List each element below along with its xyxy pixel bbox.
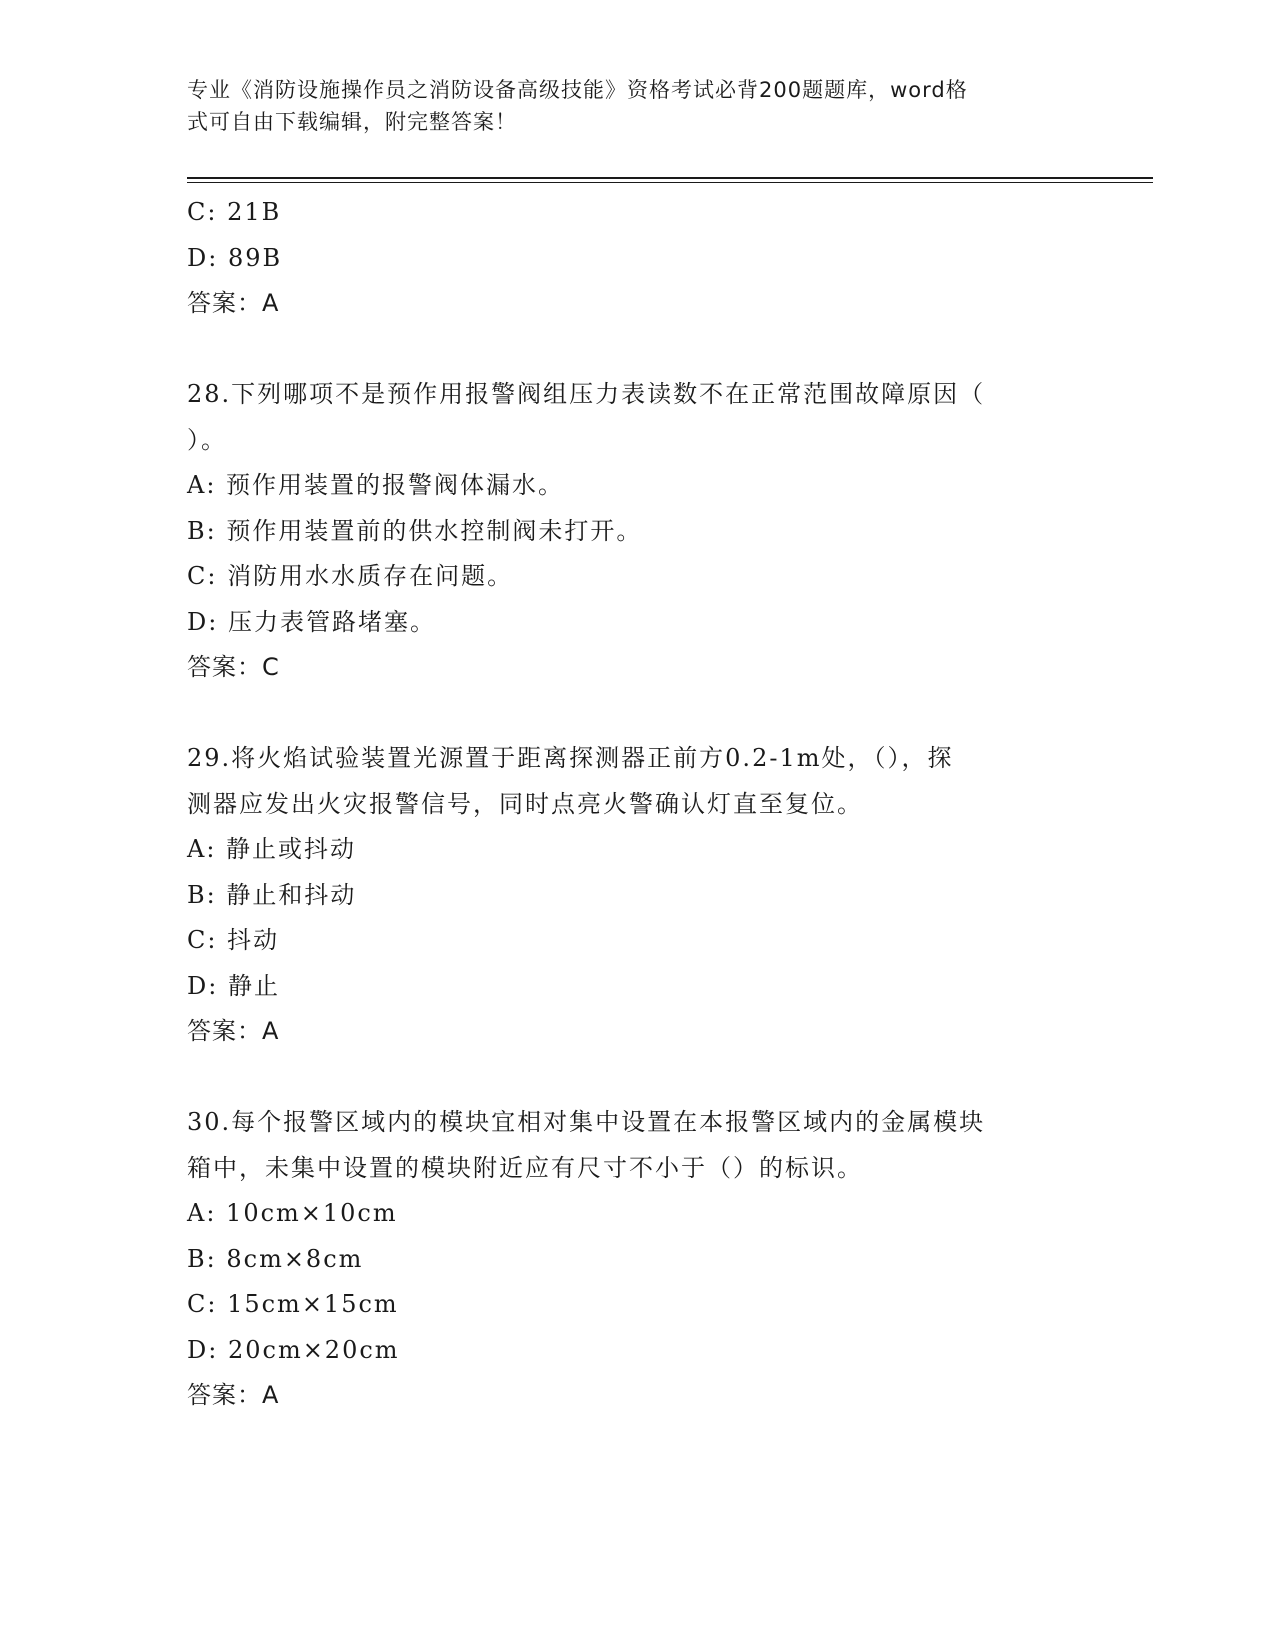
question-stem-line-2: 箱中，未集中设置的模块附近应有尺寸不小于（）的标识。 <box>187 1153 863 1182</box>
option-d: D: 静止 <box>187 971 280 1000</box>
header-divider-thin <box>187 182 1153 183</box>
answer-line: 答案：A <box>187 289 280 317</box>
option-a: A: 10cm×10cm <box>187 1199 398 1227</box>
option-c: C: 抖动 <box>187 926 280 954</box>
option-c: C: 消防用水水质存在问题。 <box>187 562 514 590</box>
option-a: A: 预作用装置的报警阀体漏水。 <box>187 471 565 499</box>
answer-line: 答案：A <box>187 1017 280 1045</box>
partial-question <box>187 190 1087 327</box>
option-d: D: 89B <box>187 243 283 272</box>
option-b: B: 8cm×8cm <box>187 1244 364 1273</box>
option-d: D: 压力表管路堵塞。 <box>187 607 436 636</box>
question-29 <box>187 736 1087 1055</box>
question-list <box>187 190 1087 1419</box>
option-c: C: 21B <box>187 198 282 226</box>
option-d: D: 20cm×20cm <box>187 1335 400 1364</box>
header-line-1: 专业《消防设施操作员之消防设备高级技能》资格考试必背200题题库，word格 <box>187 78 968 102</box>
question-30 <box>187 1100 1087 1419</box>
document-header <box>187 74 1077 138</box>
header-line-2: 式可自由下载编辑，附完整答案！ <box>187 110 517 134</box>
option-b: B: 静止和抖动 <box>187 880 357 909</box>
option-a: A: 静止或抖动 <box>187 835 357 863</box>
question-28 <box>187 372 1087 691</box>
answer-line: 答案：C <box>187 653 280 681</box>
option-c: C: 15cm×15cm <box>187 1290 399 1318</box>
question-stem-line-2: 测器应发出火灾报警信号，同时点亮火警确认灯直至复位。 <box>187 789 863 818</box>
spacer <box>187 327 1087 373</box>
spacer <box>187 691 1087 737</box>
question-stem-line-1: 28.下列哪项不是预作用报警阀组压力表读数不在正常范围故障原因（ <box>187 380 986 408</box>
header-divider-thick <box>187 177 1153 179</box>
answer-line: 答案：A <box>187 1381 280 1409</box>
spacer <box>187 1055 1087 1101</box>
option-b: B: 预作用装置前的供水控制阀未打开。 <box>187 516 643 545</box>
question-stem-line-1: 29.将火焰试验装置光源置于距离探测器正前方0.2-1m处，（），探 <box>187 744 954 772</box>
question-stem-line-1: 30.每个报警区域内的模块宜相对集中设置在本报警区域内的金属模块 <box>187 1108 986 1136</box>
question-stem-line-2: ）。 <box>187 425 227 454</box>
